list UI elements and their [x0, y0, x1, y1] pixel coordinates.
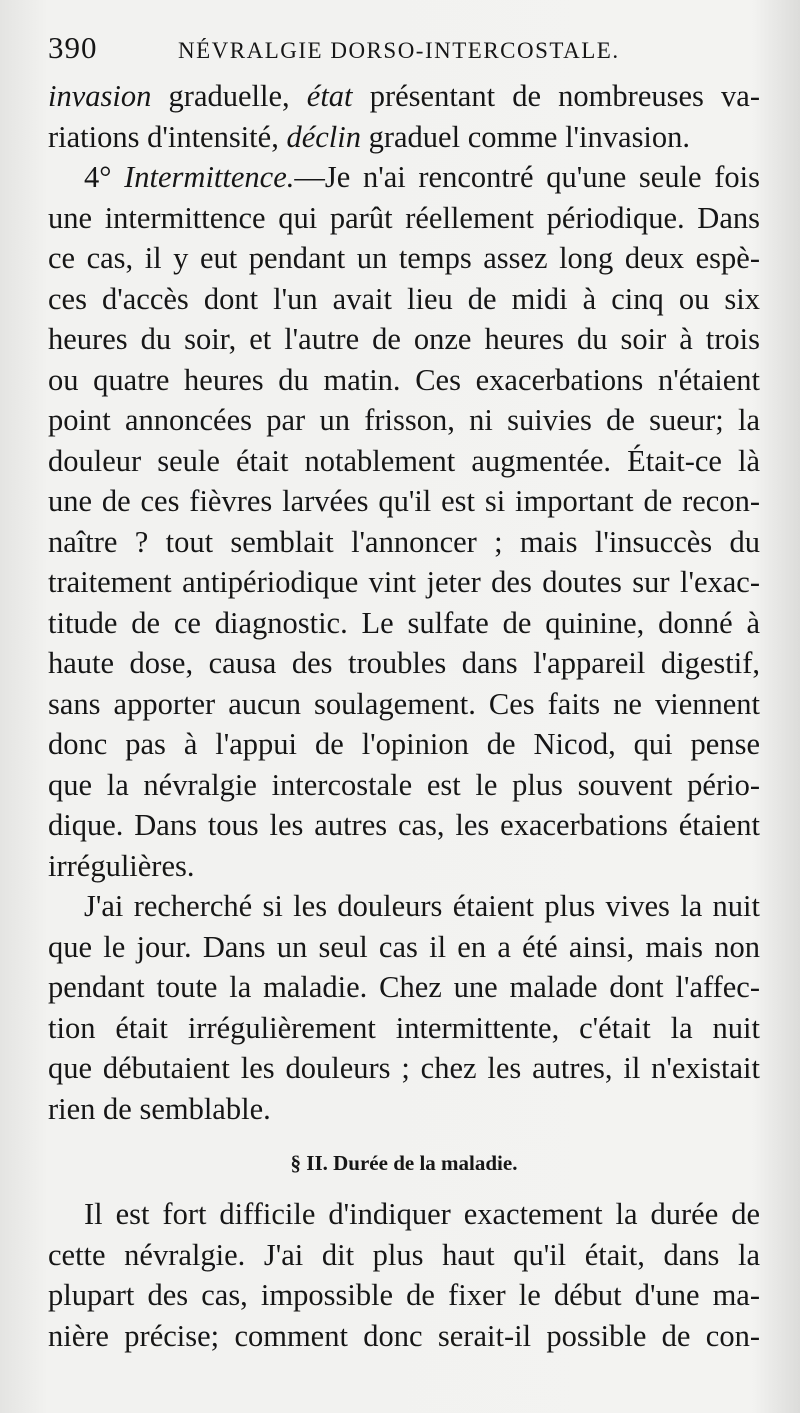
text-line: douleur seule était notablement augmentée. Était-ce là	[48, 443, 760, 478]
text-line: invasion graduelle, état présentant de nombreuses va-	[48, 79, 760, 113]
text-line: ce cas, il y eut pendant un temps assez long deux espè-	[48, 241, 760, 275]
text-line: irrégulières.	[48, 848, 195, 883]
text-line: tion était irrégulièrement intermittente, c'était la nuit	[48, 1010, 760, 1045]
paragraph-start: J'ai recherché si les douleurs étaient plus vives la nuit	[84, 889, 760, 923]
text-line: que débutaient les douleurs ; chez les autres, il n'existait	[48, 1051, 760, 1085]
text-line: titude de ce diagnostic. Le sulfate de quinine, donné à	[48, 605, 760, 640]
text-line: dique. Dans tous les autres cas, les exacerbations étaient	[48, 808, 760, 842]
text-line: nière précise; comment donc serait-il possible de con-	[48, 1318, 760, 1353]
subsection-title: Intermittence.	[124, 160, 295, 194]
text-line: heures du soir, et l'autre de onze heures du soir à trois	[48, 322, 760, 356]
page-number: 390	[48, 30, 98, 65]
text-line: ou quatre heures du matin. Ces exacerbations n'étaient	[48, 362, 760, 397]
text-line: une intermittence qui parût réellement périodique. Dans	[48, 200, 760, 235]
text-line: traitement antipériodique vint jeter des doutes sur l'exac-	[48, 565, 760, 599]
text-line: pendant toute la maladie. Chez une malade dont l'affec-	[48, 970, 760, 1004]
text-line: riations d'intensité, déclin graduel comme l'invasion.	[48, 119, 691, 154]
text-line: rien de semblable.	[48, 1091, 271, 1126]
body-text	[48, 76, 760, 1356]
text-line: plupart des cas, impossible de fixer le début d'une ma-	[48, 1278, 760, 1312]
text-line: cette névralgie. J'ai dit plus haut qu'il était, dans la	[48, 1237, 760, 1272]
text-line: haute dose, causa des troubles dans l'appareil digestif,	[48, 646, 760, 680]
paragraph-start: Il est fort difficile d'indiquer exactement la durée de	[84, 1197, 760, 1231]
text-line: donc pas à l'appui de l'opinion de Nicod, qui pense	[48, 727, 760, 761]
section-heading: § II. Durée de la maladie.	[290, 1151, 518, 1175]
text-line: que la névralgie intercostale est le plus souvent pério-	[48, 767, 760, 802]
paragraph-start: 4° Intermittence.—Je n'ai rencontré qu'une seule fois	[84, 160, 761, 194]
text-line: une de ces fièvres larvées qu'il est si important de recon-	[48, 484, 760, 518]
text-line: que le jour. Dans un seul cas il en a été ainsi, mais non	[48, 929, 760, 964]
running-title: NÉVRALGIE DORSO-INTERCOSTALE.	[178, 38, 620, 63]
page-header	[48, 30, 760, 76]
text-line: point annoncées par un frisson, ni suivies de sueur; la	[48, 403, 760, 437]
text-line: naître ? tout semblait l'annoncer ; mais l'insuccès du	[48, 524, 760, 559]
text-line: sans apporter aucun soulagement. Ces faits ne viennent	[48, 686, 760, 721]
text-line: ces d'accès dont l'un avait lieu de midi à cinq ou six	[48, 281, 760, 316]
